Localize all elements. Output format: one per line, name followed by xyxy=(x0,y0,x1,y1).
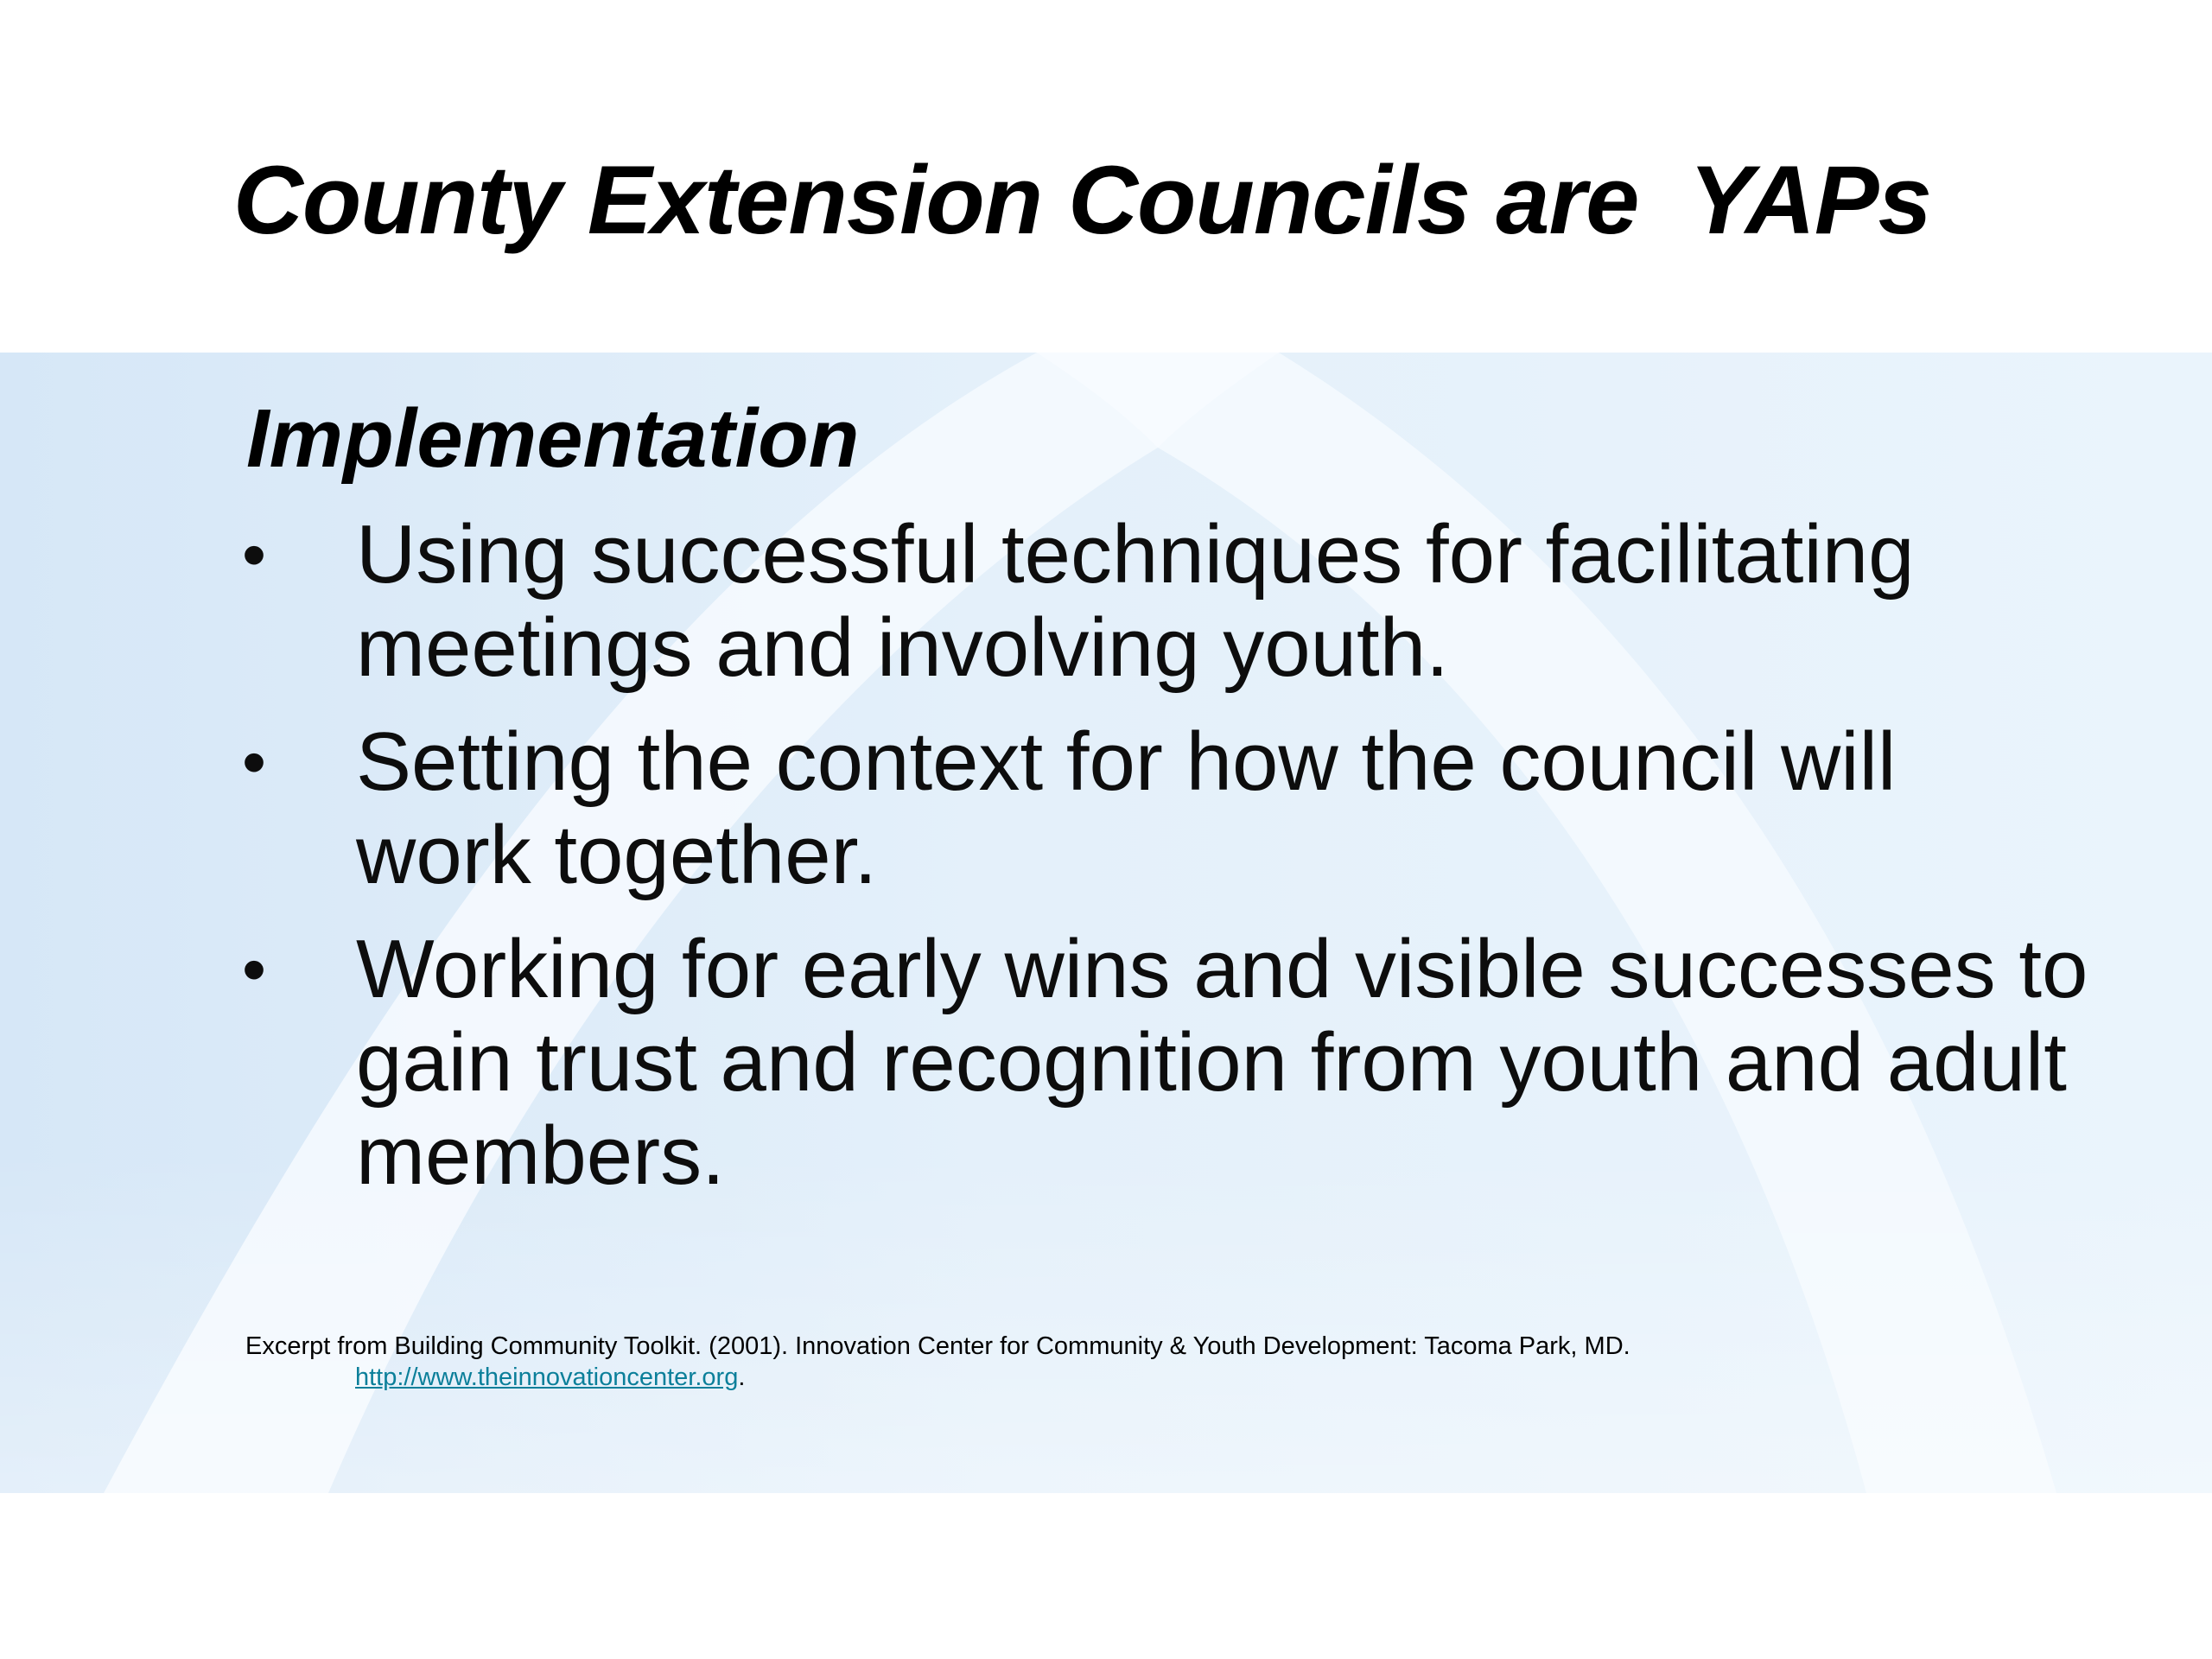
citation-link-suffix: . xyxy=(738,1363,746,1391)
bullet-list xyxy=(242,508,2091,1224)
citation-footnote xyxy=(245,1331,2146,1393)
bullet-text: Using successful techniques for facilitating meetings and involving youth. xyxy=(356,508,1915,694)
bullet-item xyxy=(242,923,2091,1203)
citation-text: Excerpt from Building Community Toolkit. (2001). Innovation Center for Community & Youth Development: Tacoma Park, MD. xyxy=(245,1332,1630,1360)
citation-link-line xyxy=(245,1362,2146,1393)
bullet-icon: • xyxy=(242,931,267,1007)
bullet-icon: • xyxy=(242,516,267,593)
bullet-icon: • xyxy=(242,723,267,800)
section-heading: Implementation xyxy=(246,392,860,485)
bullet-item xyxy=(242,715,2091,902)
bullet-text: Setting the context for how the council will work together. xyxy=(356,715,1897,901)
bullet-item xyxy=(242,508,2091,695)
bullet-text: Working for early wins and visible successes to gain trust and recognition from youth and adult members. xyxy=(356,923,2088,1202)
citation-link[interactable]: http://www.theinnovationcenter.org xyxy=(355,1363,739,1391)
slide-title: County Extension Councils are YAPs xyxy=(233,146,1931,254)
